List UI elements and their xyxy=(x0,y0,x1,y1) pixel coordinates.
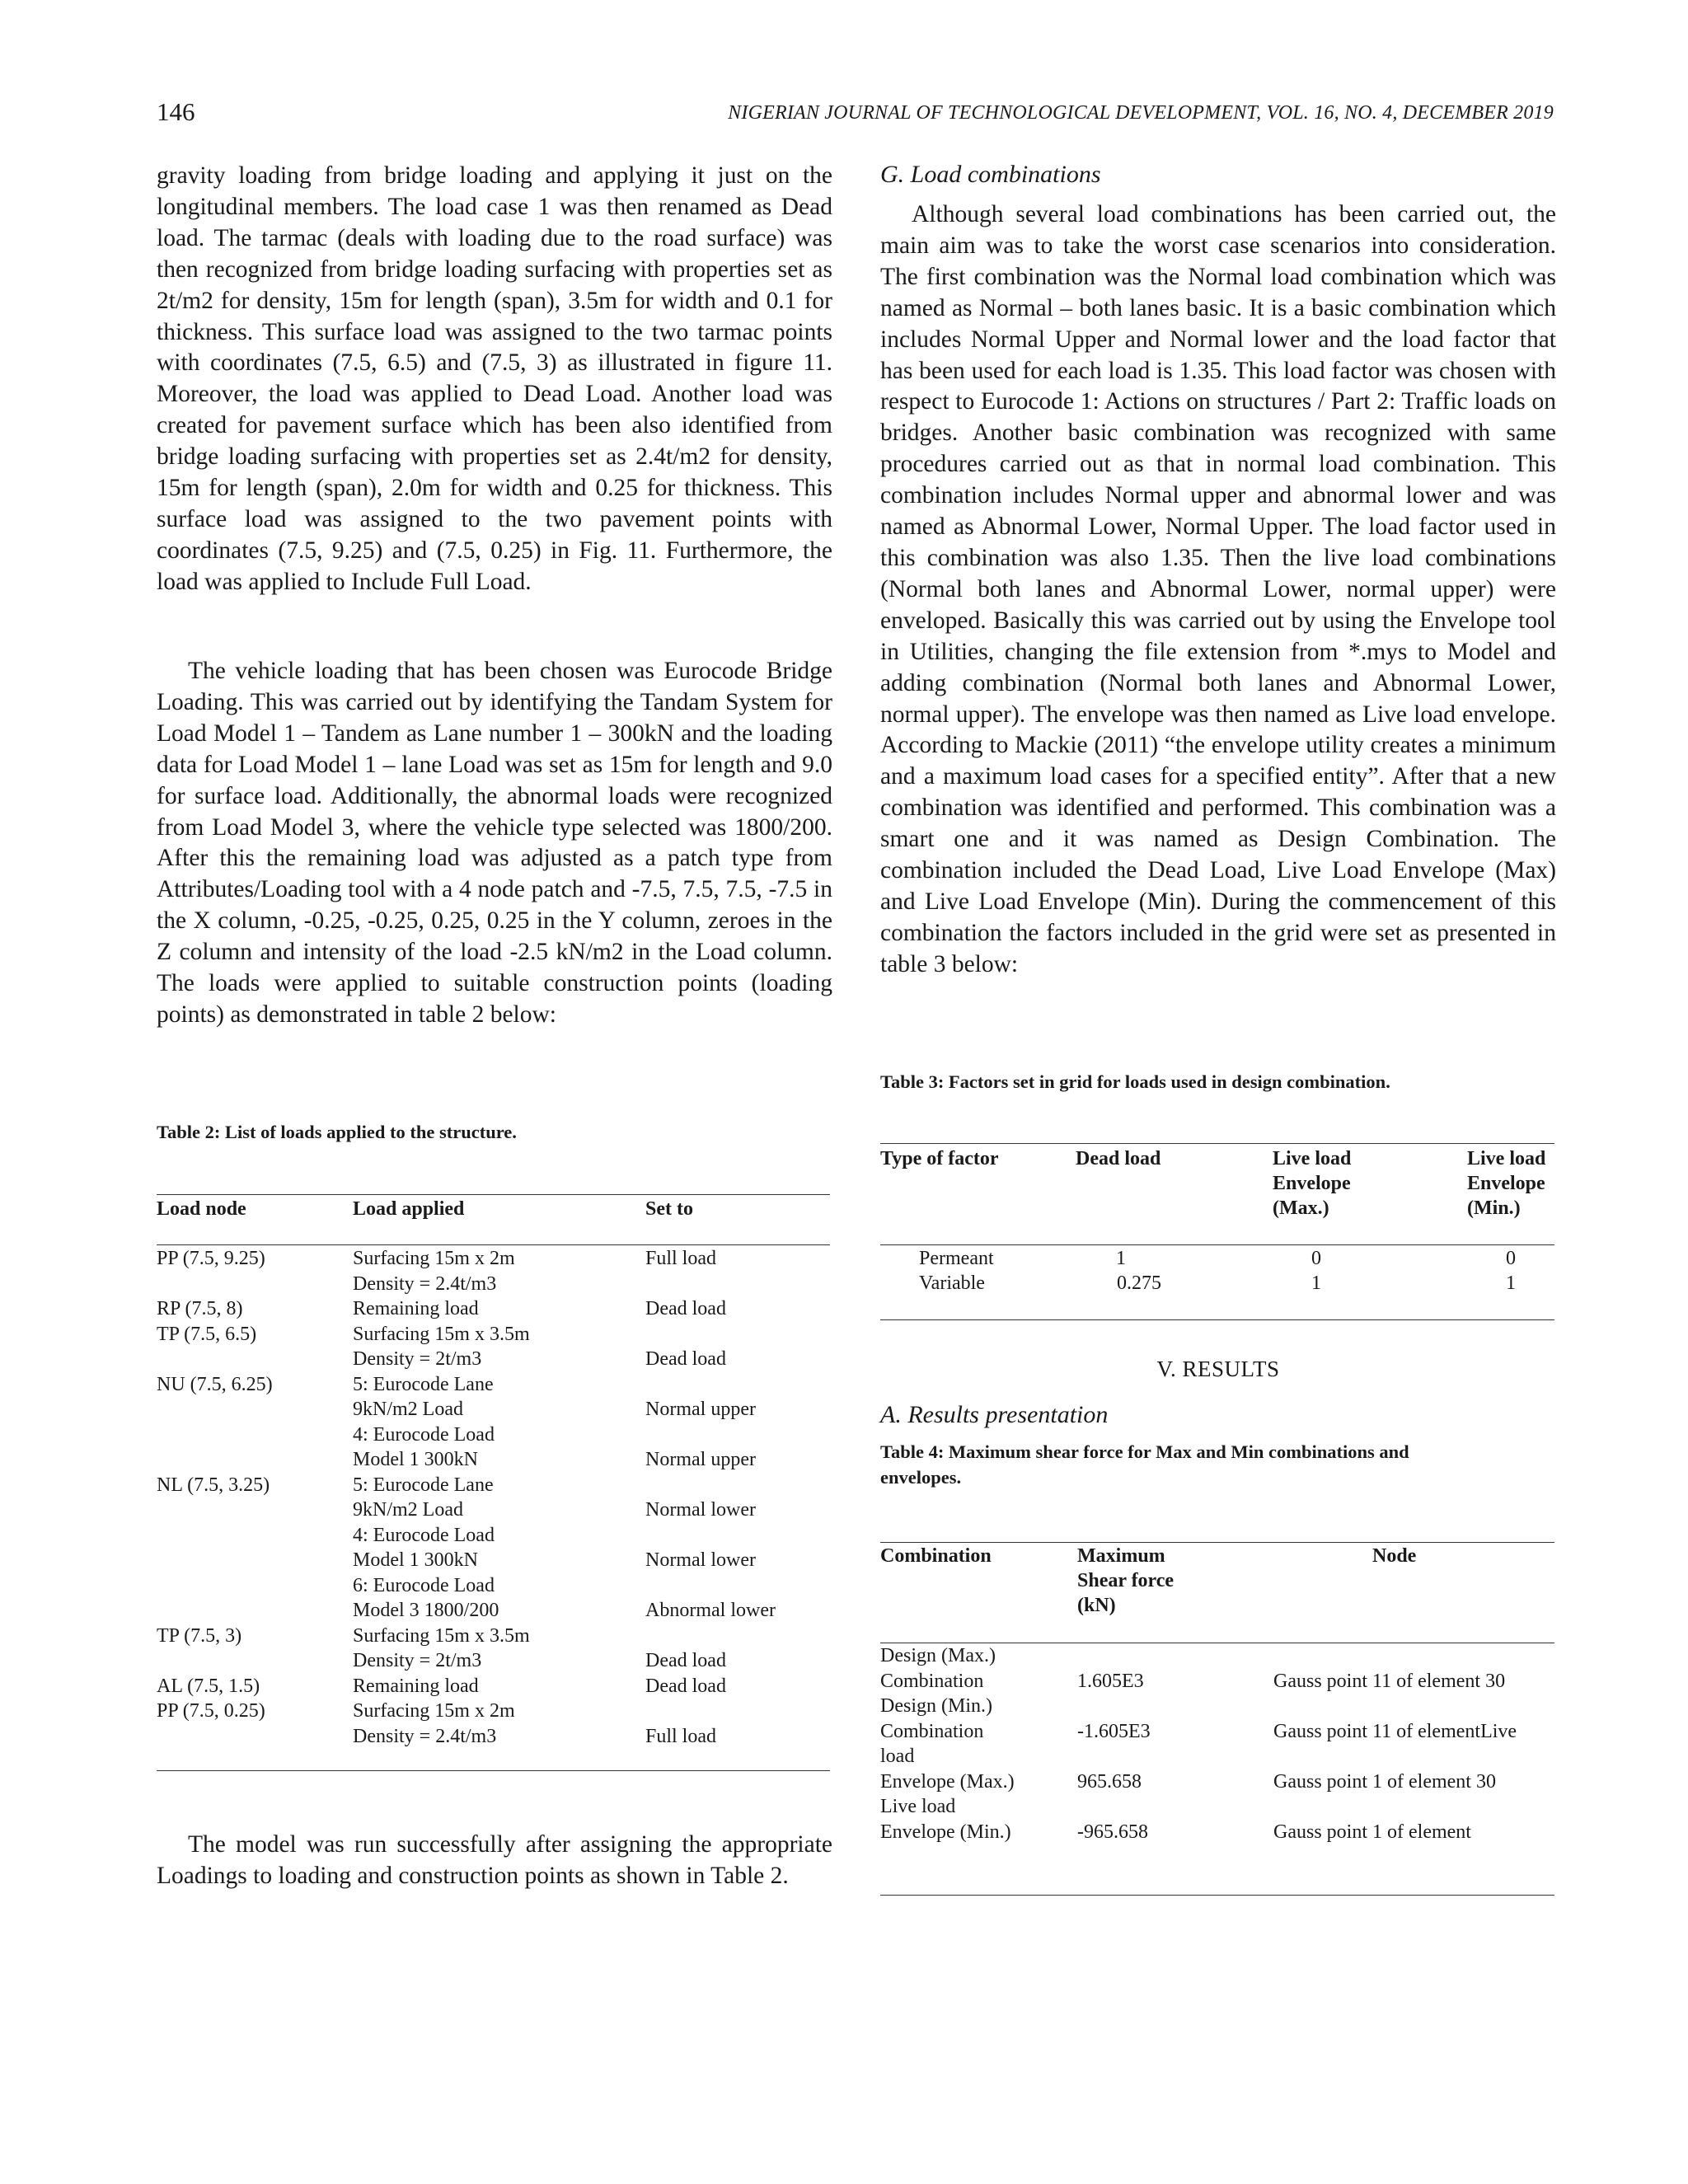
table-2-cell xyxy=(645,1573,776,1599)
table-3-header-live-min-1: Live load xyxy=(1467,1148,1546,1169)
table-4-caption-line-2: envelopes. xyxy=(880,1467,962,1488)
table-3-header-type: Type of factor xyxy=(880,1148,999,1169)
table-3-cell: 0 xyxy=(1311,1248,1321,1269)
table-2-cell xyxy=(157,1598,273,1624)
table-4-cell xyxy=(1077,1794,1151,1820)
table-3-top-rule xyxy=(880,1143,1554,1144)
table-4-header-combination: Combination xyxy=(880,1545,992,1567)
table-2-cell: Surfacing 15m x 2m xyxy=(353,1700,515,1722)
table-3-cell: 1 xyxy=(1311,1272,1321,1294)
table-4-cell: Combination xyxy=(880,1720,984,1742)
table-2-cell: PP (7.5, 0.25) xyxy=(157,1700,265,1722)
table-2-column-load-node xyxy=(157,1246,273,1749)
section-heading-results: V. RESULTS xyxy=(1156,1357,1280,1381)
table-2-header-rule xyxy=(157,1244,830,1245)
paragraph-text: Although several load combinations has been carried out, the main aim was to take the worst case scenarios into consideration. The first combination was the Normal load combination which was named as Normal – both lanes basic. It is a basic combination which includes Normal Upper and Normal lower and the load factor that has been used for each load is 1.35. This load factor was chosen with respect to Eurocode 1: Actions on structures / Part 2: Traffic loads on bridges. Another basic combination was recognized with same procedures carried out as that in normal load combination. This combination includes Normal upper and abnormal lower and was named as Abnormal Lower, Normal Upper. The load factor used in this combination was also 1.35. Then the live load combinations (Normal both lanes and Abnormal Lower, normal upper) were enveloped. Basically this was carried out by using the Envelope tool in Utilities, changing the file extension from *.mys to Model and adding combination (Normal both lanes and Abnormal Lower, normal upper). The envelope was then named as Live load envelope. According to Mackie (2011) “the envelope utility creates a minimum and a maximum load cases for a specified entity”. After that a new combination was identified and performed. This combination was a smart one and it was named as Design Combination. The combination included the Dead Load, Live Load Envelope (Max) and Live Load Envelope (Min). During the commencement of this combination the factors included in the grid were set as presented in table 3 below: xyxy=(880,201,1556,977)
table-2-cell: Density = 2.4t/m3 xyxy=(353,1725,497,1747)
table-2-cell xyxy=(157,1548,273,1573)
table-4-cell: -965.658 xyxy=(1077,1821,1148,1843)
table-4-top-rule xyxy=(880,1542,1554,1543)
table-2-cell: 9kN/m2 Load xyxy=(353,1499,463,1521)
table-2-cell xyxy=(157,1724,273,1750)
table-2-cell: 5: Eurocode Lane xyxy=(353,1373,494,1395)
table-4-cell: Gauss point 11 of element 30 xyxy=(1273,1670,1506,1692)
subsection-heading-results-presentation: A. Results presentation xyxy=(880,1401,1109,1428)
section-heading-load-combinations: G. Load combinations xyxy=(880,161,1101,188)
table-4-cell: Gauss point 1 of element xyxy=(1273,1821,1471,1843)
table-3-bottom-rule xyxy=(880,1319,1554,1320)
table-4-cell: Design (Max.) xyxy=(880,1645,996,1666)
table-3-cell: 0 xyxy=(1506,1248,1516,1269)
table-3-header-live-max-3: (Max.) xyxy=(1273,1197,1329,1219)
table-2-cell xyxy=(157,1347,273,1372)
table-2-cell: Density = 2.4t/m3 xyxy=(353,1272,497,1295)
table-2-cell: NU (7.5, 6.25) xyxy=(157,1373,273,1395)
table-2-cell: Model 1 300kN xyxy=(353,1549,478,1571)
table-2-cell: NL (7.5, 3.25) xyxy=(157,1474,270,1496)
table-2-top-rule xyxy=(157,1194,830,1195)
table-3-cell: 1 xyxy=(1116,1248,1126,1269)
left-paragraph-2 xyxy=(157,656,832,1031)
table-2-cell: 6: Eurocode Load xyxy=(353,1574,495,1596)
table-2-header-set-to: Set to xyxy=(645,1198,693,1220)
table-2-cell: Surfacing 15m x 2m xyxy=(353,1248,515,1269)
table-2-cell: RP (7.5, 8) xyxy=(157,1298,243,1319)
table-2-cell xyxy=(645,1272,776,1297)
table-4-cell xyxy=(1273,1694,1517,1719)
table-4-header-max-3: (kN) xyxy=(1077,1595,1116,1616)
table-2-cell: Normal upper xyxy=(645,1399,756,1420)
table-2-cell: Surfacing 15m x 3.5m xyxy=(353,1624,530,1647)
table-4-cell xyxy=(1077,1694,1151,1719)
table-4-cell: Gauss point 1 of element 30 xyxy=(1273,1770,1496,1793)
table-4-header-node: Node xyxy=(1372,1545,1417,1567)
table-4-cell: load xyxy=(880,1746,915,1767)
table-2-column-set-to xyxy=(645,1246,776,1749)
table-3-cell: 0.275 xyxy=(1117,1272,1161,1294)
table-3-header-live-max-2: Envelope xyxy=(1273,1173,1351,1194)
left-paragraph-3 xyxy=(157,1830,832,1892)
table-3-header-rule xyxy=(880,1244,1554,1245)
table-2-cell xyxy=(157,1497,273,1523)
table-2-cell xyxy=(157,1648,273,1674)
table-4-cell xyxy=(1273,1744,1517,1769)
table-2-cell: 4: Eurocode Load xyxy=(353,1524,495,1546)
table-4-header-max-2: Shear force xyxy=(1077,1570,1175,1591)
table-2-cell: Dead load xyxy=(645,1650,726,1671)
table-4-header-max-1: Maximum xyxy=(1077,1545,1165,1567)
table-2-cell: Dead load xyxy=(645,1675,726,1697)
table-2-cell: Abnormal lower xyxy=(645,1600,776,1621)
table-4-cell xyxy=(1077,1643,1151,1669)
paragraph-text: gravity loading from bridge loading and applying it just on the longitudinal members. The load case 1 was then renamed as Dead load. The tarmac (deals with loading due to the road surface) was then recognized from bridge loading surfacing with properties set as 2t/m2 for density, 15m for length (span), 3.5m for width and 0.1 for thickness. This surface load was assigned to the two tarmac points with coordinates (7.5, 6.5) and (7.5, 3) as illustrated in figure 11. Moreover, the load was applied to Dead Load. Another load was created for pavement surface which has been also identified from bridge loading surfacing with properties set as 2.4t/m2 for density, 15m for length (span), 2.0m for width and 0.25 for thickness. This surface load was assigned to the two pavement points with coordinates (7.5, 9.25) and (7.5, 0.25) in Fig. 11. Furthermore, the load was applied to Include Full Load. xyxy=(157,162,832,595)
table-2-cell xyxy=(157,1397,273,1422)
table-2-cell xyxy=(645,1473,776,1498)
table-2-cell xyxy=(157,1422,273,1448)
table-3-header-dead-load: Dead load xyxy=(1076,1148,1161,1169)
table-4-caption-line-1: Table 4: Maximum shear force for Max and Min combinations and xyxy=(880,1441,1409,1462)
table-2-cell: Full load xyxy=(645,1248,717,1269)
table-2-bottom-rule xyxy=(157,1770,830,1771)
table-4-column-shear xyxy=(1077,1643,1151,1844)
table-2-cell: Dead load xyxy=(645,1298,726,1319)
table-2-cell: Remaining load xyxy=(353,1298,479,1319)
table-2-cell xyxy=(157,1573,273,1599)
table-2-cell xyxy=(157,1447,273,1473)
table-2-cell: 4: Eurocode Load xyxy=(353,1423,495,1446)
table-3-cell: 1 xyxy=(1506,1272,1516,1294)
table-4-cell: 1.605E3 xyxy=(1077,1670,1144,1692)
table-2-cell: 5: Eurocode Lane xyxy=(353,1474,494,1496)
table-4-column-node xyxy=(1273,1643,1517,1844)
table-2-cell xyxy=(645,1422,776,1448)
table-2-cell: Dead load xyxy=(645,1348,726,1370)
table-4-cell: Envelope (Min.) xyxy=(880,1821,1011,1843)
table-2-cell: 9kN/m2 Load xyxy=(353,1399,463,1420)
right-paragraph-1 xyxy=(880,199,1556,981)
table-2-cell xyxy=(645,1624,776,1649)
table-3-header-live-min-3: (Min.) xyxy=(1467,1197,1521,1219)
table-2-cell: Normal lower xyxy=(645,1499,756,1521)
table-4-cell: Combination xyxy=(880,1670,984,1692)
table-2-cell: TP (7.5, 3) xyxy=(157,1624,242,1647)
table-2-cell: Density = 2t/m3 xyxy=(353,1650,482,1671)
table-2-cell: Normal upper xyxy=(645,1449,756,1470)
table-2-cell: TP (7.5, 6.5) xyxy=(157,1323,257,1345)
table-4-cell xyxy=(1077,1744,1151,1769)
table-2-cell: Model 1 300kN xyxy=(353,1449,478,1470)
table-2-cell: Surfacing 15m x 3.5m xyxy=(353,1323,530,1345)
table-2-cell: Normal lower xyxy=(645,1549,756,1571)
table-2-column-load-applied xyxy=(353,1246,530,1749)
table-2-cell xyxy=(645,1322,776,1347)
table-2-cell xyxy=(157,1272,273,1297)
table-3-caption: Table 3: Factors set in grid for loads used in design combination. xyxy=(880,1071,1390,1092)
table-2-cell: Density = 2t/m3 xyxy=(353,1348,482,1370)
table-4-bottom-rule xyxy=(880,1895,1554,1896)
table-4-cell: Gauss point 11 of elementLive xyxy=(1273,1720,1517,1742)
table-2-header-load-applied: Load applied xyxy=(353,1198,465,1220)
table-3-header-live-min-2: Envelope xyxy=(1467,1173,1545,1194)
table-4-cell xyxy=(1273,1643,1517,1669)
table-2-cell: Full load xyxy=(645,1725,717,1747)
table-4-column-combination xyxy=(880,1643,1015,1844)
table-4-cell: Live load xyxy=(880,1796,956,1817)
table-4-cell: 965.658 xyxy=(1077,1770,1142,1793)
table-2-cell: PP (7.5, 9.25) xyxy=(157,1248,265,1269)
table-2-cell xyxy=(645,1372,776,1398)
paragraph-text: The vehicle loading that has been chosen was Eurocode Bridge Loading. This was carried out by identifying the Tandam System for Load Model 1 – Tandem as Lane number 1 – 300kN and the loading data for Load Model 1 – lane Load was set as 15m for length and 9.0 for surface load. Additionally, the abnormal loads were recognized from Load Model 3, where the vehicle type selected was 1800/200. After this the remaining load was adjusted as a patch type from Attributes/Loading tool with a 4 node patch and -7.5, 7.5, 7.5, -7.5 in the X column, -0.25, -0.25, 0.25, 0.25 in the Y column, zeroes in the Z column and intensity of the load -2.5 kN/m2 in the Load column. The loads were applied to suitable construction points (loading points) as demonstrated in table 2 below: xyxy=(157,658,832,1028)
table-2-cell xyxy=(645,1699,776,1724)
page-number: 146 xyxy=(157,97,195,126)
table-2-cell: Remaining load xyxy=(353,1675,479,1697)
table-3-cell: Variable xyxy=(919,1272,985,1294)
table-4-cell: Envelope (Max.) xyxy=(880,1770,1015,1793)
table-2-caption: Table 2: List of loads applied to the structure. xyxy=(157,1122,517,1142)
paragraph-text: The model was run successfully after assigning the appropriate Loadings to loading and construction points as shown in Table 2. xyxy=(157,1831,832,1889)
table-2-header-load-node: Load node xyxy=(157,1198,246,1220)
table-2-cell: Model 3 1800/200 xyxy=(353,1600,499,1621)
table-2-cell xyxy=(645,1523,776,1549)
table-2-cell xyxy=(157,1523,273,1549)
running-header: NIGERIAN JOURNAL OF TECHNOLOGICAL DEVELOPMENT, VOL. 16, NO. 4, DECEMBER 2019 xyxy=(728,102,1554,124)
table-4-cell xyxy=(1273,1794,1517,1820)
table-3-cell: Permeant xyxy=(919,1248,994,1269)
left-paragraph-1 xyxy=(157,161,832,598)
table-2-cell: AL (7.5, 1.5) xyxy=(157,1675,260,1697)
table-4-cell: -1.605E3 xyxy=(1077,1720,1151,1742)
table-3-header-live-max-1: Live load xyxy=(1273,1148,1352,1169)
table-4-cell: Design (Min.) xyxy=(880,1695,992,1717)
